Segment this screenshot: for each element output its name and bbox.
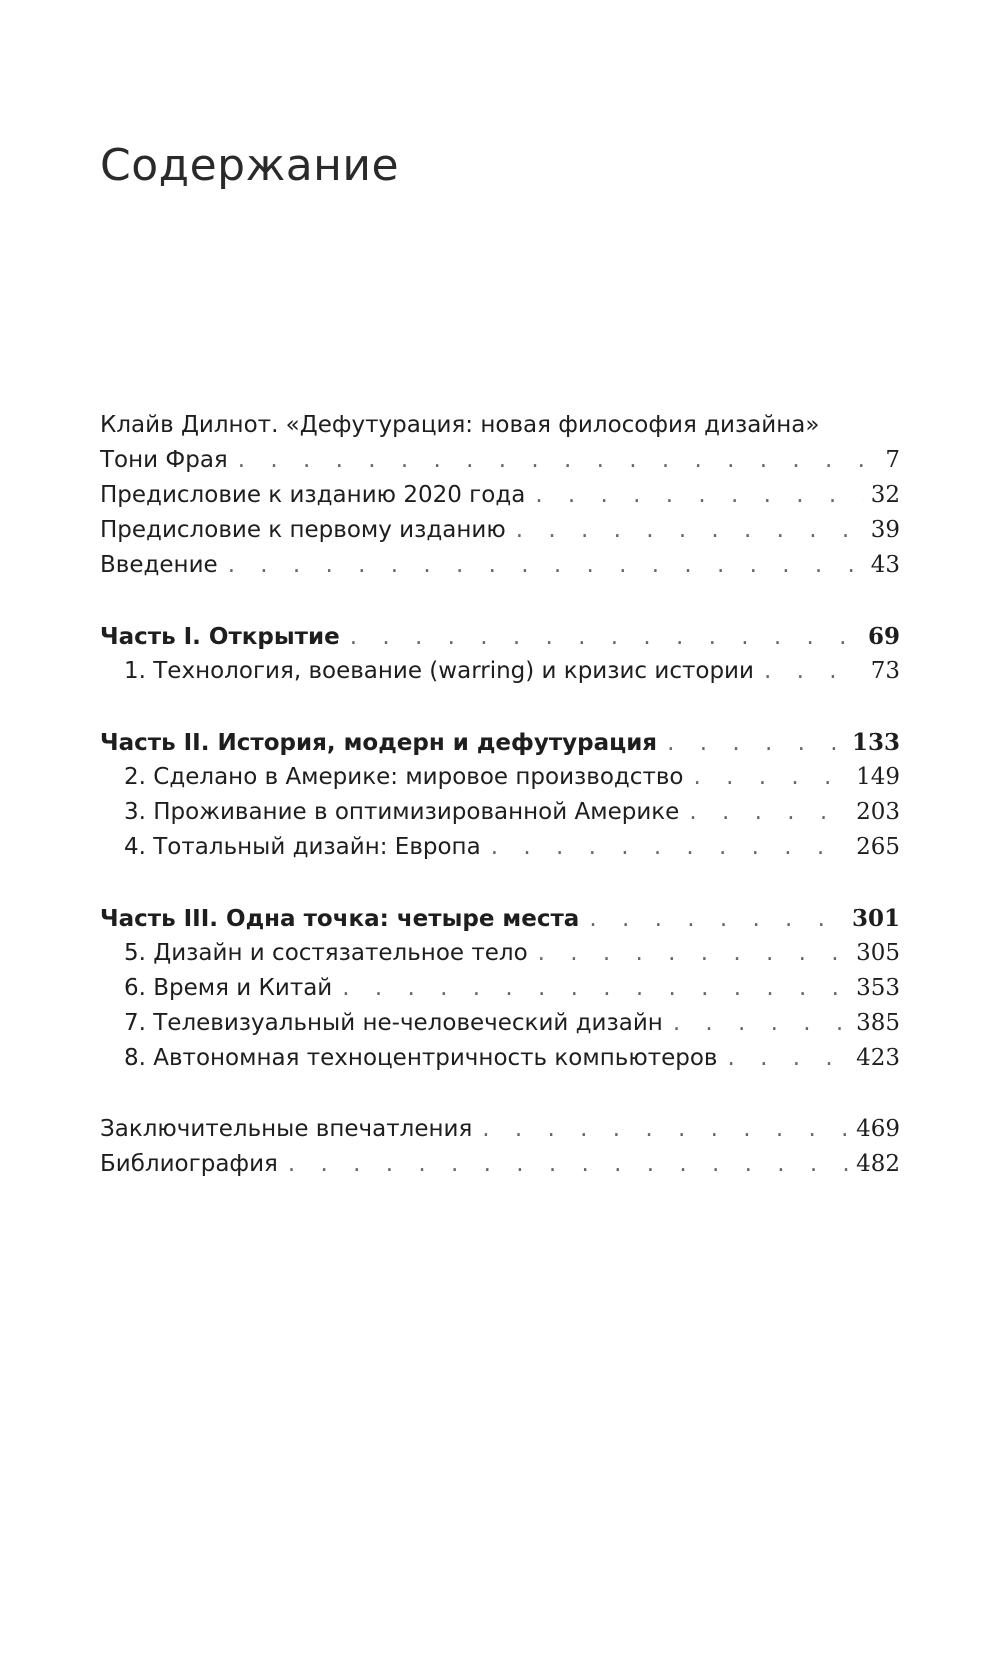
toc-page-number: 43 bbox=[870, 552, 900, 578]
section-spacer bbox=[100, 1076, 900, 1112]
toc-chapter-4 bbox=[100, 830, 900, 865]
dot-leader bbox=[350, 620, 862, 655]
dot-leader bbox=[538, 936, 850, 971]
toc-page-number: 423 bbox=[856, 1045, 900, 1071]
dot-leader bbox=[238, 443, 864, 478]
dot-leader bbox=[482, 1112, 850, 1147]
toc-entry-label: Предисловие к первому изданию bbox=[100, 517, 506, 543]
toc-page-number: 133 bbox=[851, 729, 900, 756]
toc-entry-foreword-line1 bbox=[100, 408, 900, 443]
toc-entry-label: Введение bbox=[100, 552, 218, 578]
toc-chapter-label: 8. Автономная техноцентричность компьютеров bbox=[124, 1045, 718, 1071]
toc-entry-preface-2020 bbox=[100, 478, 900, 513]
toc-page-number: 469 bbox=[856, 1116, 900, 1142]
section-spacer bbox=[100, 689, 900, 725]
toc-chapter-label: 5. Дизайн и состязательное тело bbox=[124, 940, 528, 966]
toc-chapter-6 bbox=[100, 971, 900, 1006]
toc-entry-label: Заключительные впечатления bbox=[100, 1116, 473, 1142]
toc-page-number: 301 bbox=[851, 905, 900, 932]
toc-entry-introduction bbox=[100, 548, 900, 583]
toc-page-number: 203 bbox=[856, 799, 900, 825]
toc-chapter-label: 7. Телевизуальный не-человеческий дизайн bbox=[124, 1010, 663, 1036]
dot-leader bbox=[673, 1006, 850, 1041]
dot-leader bbox=[228, 548, 864, 583]
dot-leader bbox=[689, 795, 850, 830]
toc-part-label: Часть II. История, модерн и дефутурация bbox=[100, 730, 658, 756]
toc-page-number: 265 bbox=[856, 834, 900, 860]
toc-part-label: Часть III. Одна точка: четыре места bbox=[100, 906, 580, 932]
toc-chapter-3 bbox=[100, 795, 900, 830]
toc-chapter-5 bbox=[100, 936, 900, 971]
toc-part-2 bbox=[100, 725, 900, 760]
dot-leader bbox=[288, 1147, 850, 1182]
toc-entry-label: Предисловие к изданию 2020 года bbox=[100, 482, 526, 508]
toc-chapter-label: 4. Тотальный дизайн: Европа bbox=[124, 834, 481, 860]
section-spacer bbox=[100, 583, 900, 619]
toc-part-1 bbox=[100, 619, 900, 654]
toc-entry-label: Тони Фрая bbox=[100, 447, 228, 473]
dot-leader bbox=[491, 830, 850, 865]
toc-entry-label: Клайв Дилнот. «Дефутурация: новая философия дизайна» bbox=[100, 412, 820, 438]
toc-chapter-label: 3. Проживание в оптимизированной Америке bbox=[124, 799, 680, 825]
toc-chapter-label: 1. Технология, воевание (warring) и кризис истории bbox=[124, 658, 754, 684]
toc-chapter-label: 2. Сделано в Америке: мировое производство bbox=[124, 764, 684, 790]
toc-entry-preface-first bbox=[100, 513, 900, 548]
toc-chapter-7 bbox=[100, 1006, 900, 1041]
dot-leader bbox=[342, 971, 850, 1006]
section-spacer bbox=[100, 865, 900, 901]
toc-part-3 bbox=[100, 901, 900, 936]
toc-entry-label: Библиография bbox=[100, 1151, 278, 1177]
toc-chapter-2 bbox=[100, 760, 900, 795]
toc-part-label: Часть I. Открытие bbox=[100, 624, 340, 650]
table-of-contents bbox=[100, 408, 900, 1182]
toc-page-number: 385 bbox=[856, 1010, 900, 1036]
page-title: Содержание bbox=[100, 140, 400, 191]
dot-leader bbox=[764, 654, 864, 689]
toc-page-number: 32 bbox=[870, 482, 900, 508]
toc-page-number: 149 bbox=[856, 764, 900, 790]
dot-leader bbox=[516, 513, 864, 548]
toc-page-number: 69 bbox=[867, 623, 900, 650]
toc-entry-foreword bbox=[100, 443, 900, 478]
toc-page-number: 482 bbox=[856, 1151, 900, 1177]
toc-entry-conclusion bbox=[100, 1112, 900, 1147]
dot-leader bbox=[535, 478, 864, 513]
toc-chapter-8 bbox=[100, 1041, 900, 1076]
dot-leader bbox=[727, 1041, 850, 1076]
toc-chapter-label: 6. Время и Китай bbox=[124, 975, 333, 1001]
toc-page-number: 73 bbox=[870, 658, 900, 684]
toc-page-number: 353 bbox=[856, 975, 900, 1001]
toc-entry-bibliography bbox=[100, 1147, 900, 1182]
dot-leader bbox=[589, 902, 846, 937]
dot-leader bbox=[667, 726, 846, 761]
toc-page-number: 39 bbox=[870, 517, 900, 543]
toc-chapter-1 bbox=[100, 654, 900, 689]
toc-page-number: 7 bbox=[885, 447, 900, 473]
toc-page-number: 305 bbox=[856, 940, 900, 966]
dot-leader bbox=[693, 760, 850, 795]
